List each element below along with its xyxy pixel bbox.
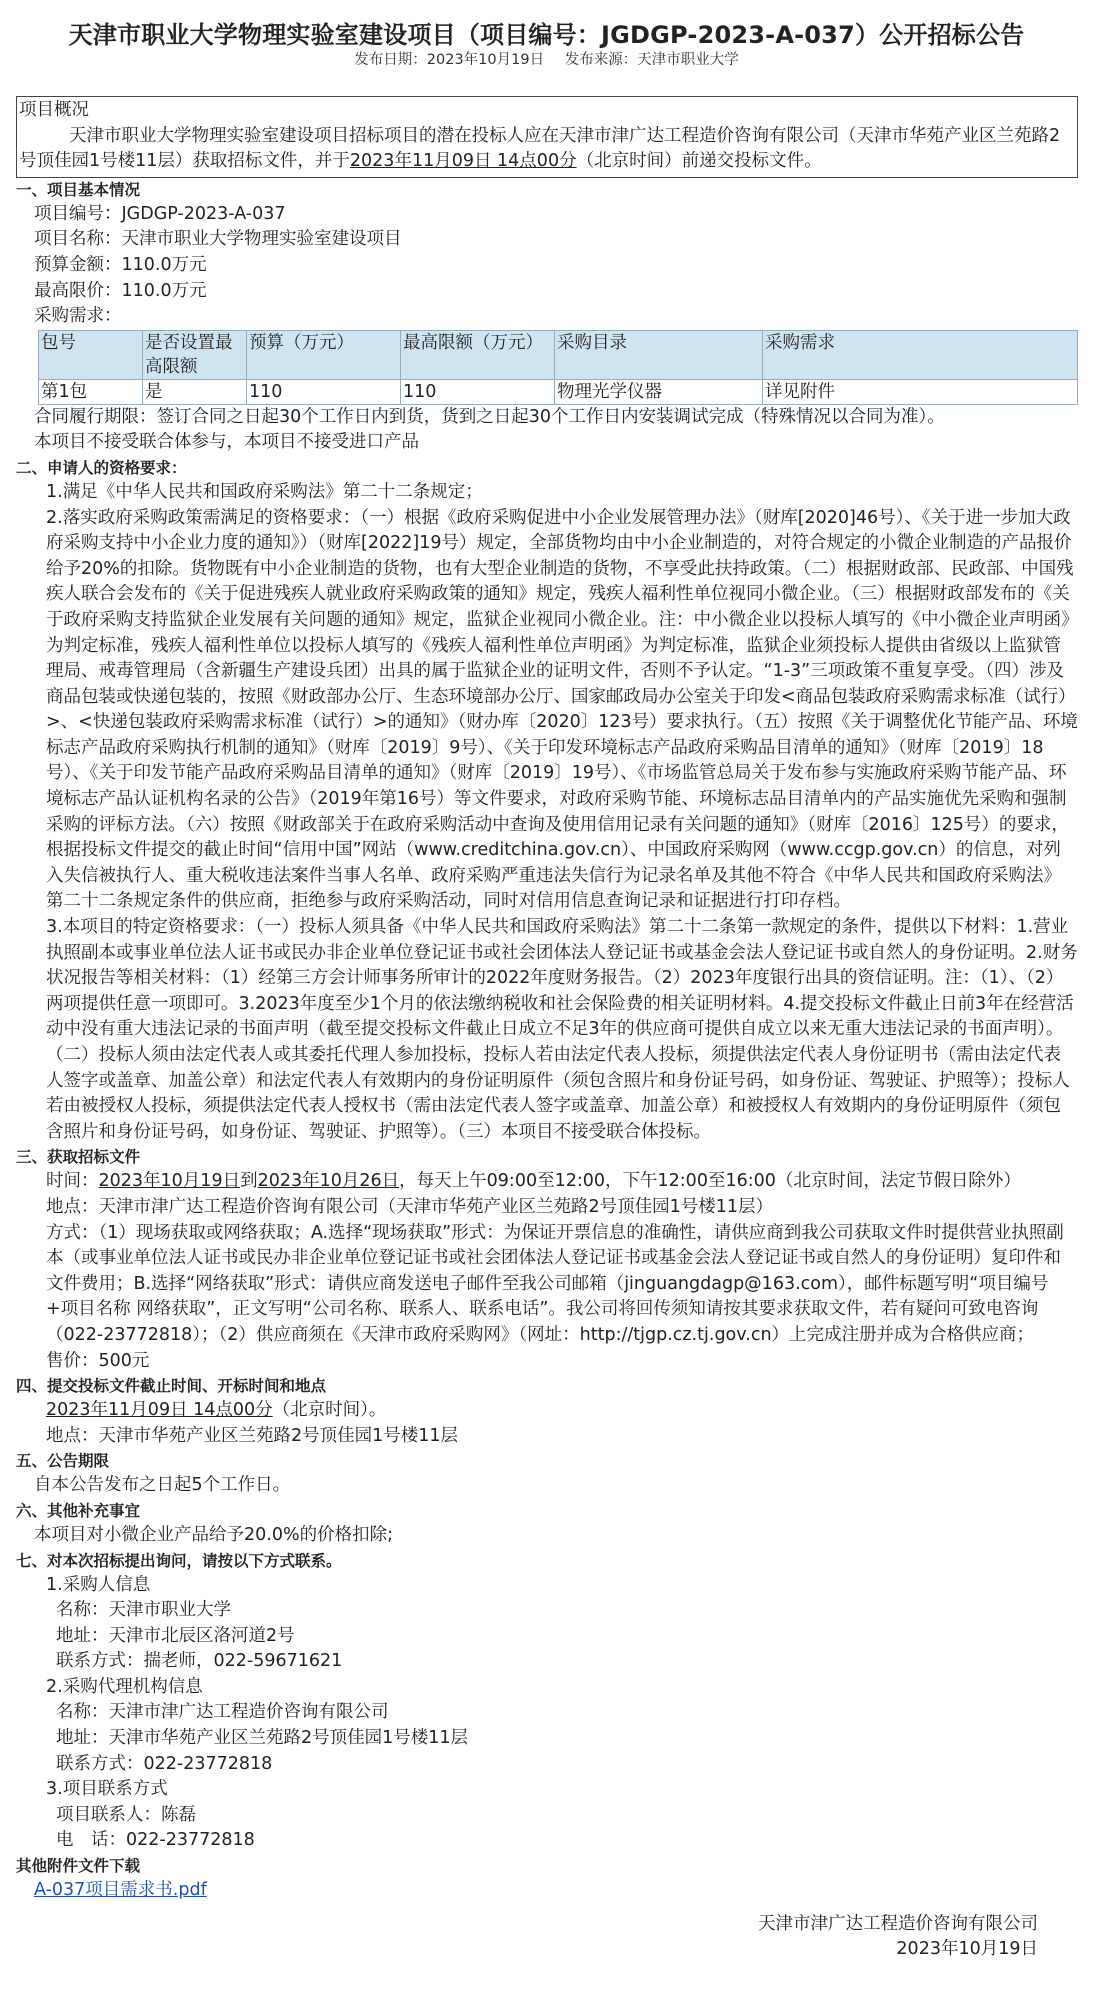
- table-header-row: [39, 330, 1078, 379]
- document-price: 售价：500元: [46, 1350, 150, 1371]
- submission-deadline: 2023年11月09日 14点00分（北京时间）。: [46, 1400, 387, 1421]
- table-cell: 详见附件: [763, 379, 1078, 404]
- section-heading: 七、对本次招标提出询问，请按以下方式联系。: [16, 1551, 342, 1570]
- publish-info: [0, 50, 1093, 70]
- contract-info: [16, 405, 1078, 456]
- submission-place: 地点：天津市华苑产业区兰苑路2号顶佳园1号楼11层: [46, 1425, 459, 1446]
- supplementary-note: 本项目对小微企业产品给予20.0%的价格扣除;: [34, 1524, 393, 1545]
- table-cell: 物理光学仪器: [555, 379, 763, 404]
- overview-text: 天津市职业大学物理实验室建设项目招标项目的潜在投标人应在天津市津广达工程造价咨询有限公司（天津市华苑产业区兰苑路2号顶佳园1号楼11层）获取招标文件，并于2023年11月09日 14点00分（北京时间）前递交投标文件。: [19, 125, 1061, 172]
- contract-period: 合同履行期限：签订合同之日起30个工作日内到货，货到之日起30个工作日内安装调试完成（特殊情况以合同为准）。: [34, 406, 945, 427]
- section-heading: 二、申请人的资格要求：: [16, 458, 187, 477]
- agency-info: [16, 1700, 1078, 1777]
- table-header: 最高限额（万元）: [401, 330, 555, 379]
- obtain-time: 时间：2023年10月19日到2023年10月26日，每天上午09:00至12:00，下午12:00至16:00（北京时间，法定节假日除外）: [46, 1171, 1021, 1192]
- section-heading: 三、获取招标文件: [16, 1148, 141, 1167]
- project-name: 项目名称：天津市职业大学物理实验室建设项目: [34, 229, 402, 250]
- overview-heading: 项目概况: [19, 100, 89, 120]
- buyer-name: 名称：天津市职业大学: [56, 1600, 231, 1621]
- attachments-heading: 其他附件文件下载: [16, 1857, 141, 1876]
- obtain-end-date: 2023年10月26日: [257, 1171, 400, 1192]
- obtain-documents: [16, 1169, 1078, 1374]
- basic-info: [16, 202, 1078, 330]
- buyer-info-title: 1.采购人信息: [46, 1574, 151, 1595]
- buyer-info: [16, 1598, 1078, 1675]
- overview-deadline: 2023年11月09日 14点00分: [349, 151, 577, 172]
- notice-body: [16, 96, 1078, 1963]
- table-cell: 110: [247, 379, 401, 404]
- table-header: 采购需求: [763, 330, 1078, 379]
- requirement-2: 2.落实政府采购政策需满足的资格要求：（一）根据《政府采购促进中小企业发展管理办法》（财库[2020]46号）、《关于进一步加大政府采购支持中小企业力度的通知》）（财库[2022]19号）规定，全部货物均由中小企业制造的，对符合规定的小微企业制造的产品报价给予20%的扣除。货物既有中小企业制造的货物，也有大型企业制造的货物，不享受此扶持政策。（二）根据财政部、民政部、中国残疾人联合会发布的《关于促进残疾人就业政府采购政策的通知》规定，残疾人福利性单位视同小微企业。（三）根据财政部发布的《关于政府采购支持监狱企业发展有关问题的通知》规定，监狱企业视同小微企业。注：中小微企业以投标人填写的《中小微企业声明函》为判定标准，残疾人福利性单位以投标人填写的《残疾人福利性单位声明函》为判定标准，监狱企业须投标人提供由省级以上监狱管理局、戒毒管理局（含新疆生产建设兵团）出具的属于监狱企业的证明文件，否则不予认定。“1-3”三项政策不重复享受。（四）涉及商品包装或快递包装的，按照《财政部办公厅、生态环境部办公厅、国家邮政局办公室关于印发<商品包装政府采购需求标准（试行）>、<快递包装政府采购需求标准（试行）>的通知》（财办库〔2020〕123号）要求执行。（五）按照《关于调整优化节能产品、环境标志产品政府采购执行机制的通知》（财库〔2019〕9号）、《关于印发环境标志产品政府采购品目清单的通知》（财库〔2019〕18号）、《关于印发节能产品政府采购品目清单的通知》（财库〔2019〕19号）、《市场监管总局关于发布参与实施政府采购节能产品、环境标志产品认证机构名录的公告》（2019年第16号）等文件要求，对政府采购节能、环境标志品目清单内的产品实施优先采购和强制采购的评标方法。（六）按照《财政部关于在政府采购活动中查询及使用信用记录有关问题的通知》（财库〔2016〕125号）的要求，根据投标文件提交的截止时间“信用中国”网站（www.creditchina.gov.cn）、中国政府采购网（www.ccgp.gov.cn）的信息，对列入失信被执行人、重大税收违法案件当事人名单、政府采购严重违法失信行为记录名单及其他不符合《中华人民共和国政府采购法》第二十二条规定条件的供应商，拒绝参与政府采购活动，同时对信用信息查询记录和证据进行打印存档。: [46, 507, 1078, 912]
- overview-box: [16, 96, 1078, 178]
- qualification-requirements: [16, 480, 1078, 1145]
- procurement-needs-label: 采购需求：: [34, 306, 122, 327]
- buyer-address: 地址：天津市北辰区洛河道2号: [56, 1625, 295, 1646]
- max-price: 最高限价：110.0万元: [34, 280, 207, 301]
- table-cell: 第1包: [39, 379, 143, 404]
- agency-address: 地址：天津市华苑产业区兰苑路2号顶佳园1号楼11层: [56, 1728, 469, 1749]
- project-contact: [16, 1803, 1078, 1854]
- buyer-contact: 联系方式：揣老师，022-59671621: [56, 1651, 343, 1672]
- project-contact-title: 3.项目联系方式: [46, 1779, 168, 1800]
- signature: [16, 1912, 1078, 1963]
- publish-date: 发布日期：2023年10月19日: [354, 52, 545, 68]
- table-header: 是否设置最高限额: [143, 330, 247, 379]
- signature-org: 天津市津广达工程造价咨询有限公司: [758, 1913, 1038, 1934]
- agency-contact: 联系方式：022-23772818: [56, 1753, 273, 1774]
- consortium-note: 本项目不接受联合体参与，本项目不接受进口产品: [34, 432, 419, 453]
- agency-name: 名称：天津市津广达工程造价咨询有限公司: [56, 1702, 389, 1723]
- requirement-1: 1.满足《中华人民共和国政府采购法》第二十二条规定；: [46, 481, 483, 502]
- obtain-start-date: 2023年10月19日: [98, 1171, 241, 1192]
- table-row: [39, 379, 1078, 404]
- notice-period: 自本公告发布之日起5个工作日。: [34, 1475, 291, 1496]
- signature-date: 2023年10月19日: [896, 1939, 1038, 1960]
- table-header: 采购目录: [555, 330, 763, 379]
- table-header: 预算（万元）: [247, 330, 401, 379]
- project-number: 项目编号：JGDGP-2023-A-037: [34, 203, 286, 224]
- agency-info-title: 2.采购代理机构信息: [46, 1676, 203, 1697]
- table-cell: 是: [143, 379, 247, 404]
- table-header: 包号: [39, 330, 143, 379]
- section-heading: 四、提交投标文件截止时间、开标时间和地点: [16, 1377, 327, 1396]
- section-heading: 六、其他补充事宜: [16, 1501, 141, 1520]
- requirement-3: 3.本项目的特定资格要求：（一）投标人须具备《中华人民共和国政府采购法》第二十二条第一款规定的条件，提供以下材料：1.营业执照副本或事业单位法人证书或民办非企业单位登记证书或社会团体法人登记证书或基金会法人登记证书或自然人的身份证明。2.财务状况报告等相关材料：（1）经第三方会计师事务所审计的2022年度财务报告。（2）2023年度银行出具的资信证明。注：（1）、（2）两项提供任意一项即可。3.2023年度至少1个月的依法缴纳税收和社会保险费的相关证明材料。4.提交投标文件截止日前3年在经营活动中没有重大违法记录的书面声明（截至提交投标文件截止日成立不足3年的供应商可提供自成立以来无重大违法记录的书面声明）。（二）投标人须由法定代表人或其委托代理人参加投标，投标人若由法定代表人投标，须提供法定代表人身份证明书（需由法定代表人签字或盖章、加盖公章）和法定代表人有效期内的身份证明原件（须包含照片和身份证号码，如身份证、驾驶证、护照等）；投标人若由被授权人投标，须提供法定代表人授权书（需由法定代表人签字或盖章、加盖公章）和被授权人有效期内的身份证明原件（须包含照片和身份证号码，如身份证、驾驶证、护照等）。（三）本项目不接受联合体投标。: [46, 917, 1078, 1142]
- table-cell: 110: [401, 379, 555, 404]
- submission-info: [16, 1398, 1078, 1449]
- publish-source: 发布来源：天津市职业大学: [564, 52, 739, 68]
- obtain-place: 地点：天津市津广达工程造价咨询有限公司（天津市华苑产业区兰苑路2号顶佳园1号楼11层）: [46, 1196, 774, 1217]
- project-contact-person: 项目联系人：陈磊: [56, 1804, 196, 1825]
- attachment-link[interactable]: A-037项目需求书.pdf: [34, 1880, 207, 1901]
- page-title: 天津市职业大学物理实验室建设项目（项目编号：JGDGP-2023-A-037）公开招标公告: [68, 21, 1025, 49]
- procurement-table: [38, 330, 1078, 405]
- section-heading: 一、项目基本情况: [16, 180, 141, 199]
- project-contact-phone: 电 话：022-23772818: [56, 1830, 255, 1851]
- obtain-method: 方式：（1）现场获取或网络获取；A.选择“现场获取”形式：为保证开票信息的准确性，请供应商到我公司获取文件时提供营业执照副本（或事业单位法人证书或民办非企业单位登记证书或社会团体法人登记证书或基金会法人登记证书或自然人的身份证明）复印件和文件费用；B.选择“网络获取”形式：请供应商发送电子邮件至我公司邮箱（jinguangdagp@163.com），邮件标题写明“项目编号+项目名称 网络获取”，正文写明“公司名称、联系人、联系电话”。我公司将回传须知请按其要求获取文件，若有疑问可致电咨询（022-23772818）；（2）供应商须在《天津市政府采购网》（网址：http://tjgp.cz.tj.gov.cn）上完成注册并成为合格供应商；: [46, 1222, 1064, 1345]
- section-heading: 五、公告期限: [16, 1452, 110, 1471]
- budget-amount: 预算金额：110.0万元: [34, 254, 207, 275]
